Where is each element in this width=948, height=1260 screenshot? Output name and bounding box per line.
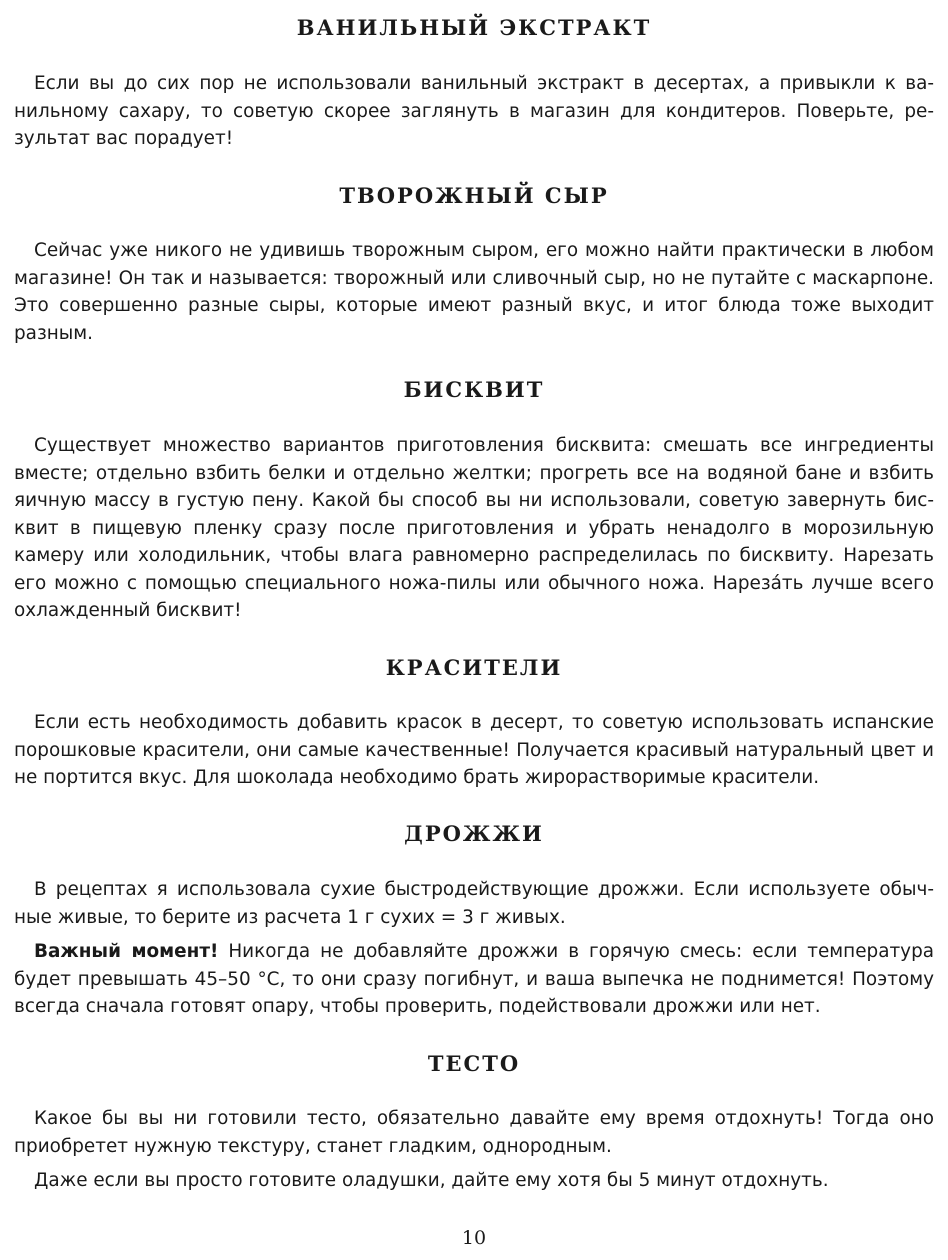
heading-vanilla-extract: ВАНИЛЬНЫЙ ЭКСТРАКТ xyxy=(296,15,652,40)
paragraph-cream-cheese: Сейчас уже никого не удивишь творожным сыром, его можно найти практически в любом магазине! Он так и называется: творожный или сливочный сыр, но не путайте с маскарпоне. Это совершенно разные сыры, которые имеют разный вкус, и итог блюда тоже выходит разным. xyxy=(14,240,934,344)
heading-cream-cheese: ТВОРОЖНЫЙ СЫР xyxy=(339,183,609,208)
paragraph-sponge-cake: Существует множество вариантов приготовления бисквита: смешать все ингредиенты вместе; отдельно взбить белки и отдельно желтки; прогреть все на водяной бане и взбить яичную массу в густую пену. Какой бы способ вы ни использовали, советую завернуть бисквит в пищевую пленку сразу после приготовления и убрать ненадолго в морозильную камеру или холодильник, чтобы влага равномерно распределилась по бисквиту. Нарезать его можно с помощью специального ножа-пилы или обычного ножа. Нарезáть лучше всего охлажденный бисквит! xyxy=(14,435,934,621)
paragraph-dough-1: Какое бы вы ни готовили тесто, обязательно давайте ему время отдохнуть! Тогда оно приобретет нужную текстуру, станет гладким, однородным. xyxy=(14,1108,934,1157)
paragraph-yeast: В рецептах я использовала сухие быстродействующие дрожжи. Если используете обычные живые, то берите из расчета 1 г сухих = 3 г живых. xyxy=(14,879,934,928)
paragraph-dough-2: Даже если вы просто готовите оладушки, дайте ему хотя бы 5 минут отдохнуть. xyxy=(34,1170,829,1191)
paragraph-vanilla-extract: Если вы до сих пор не использовали ванильный экстракт в десертах, а привыкли к ванильному сахару, то советую скорее заглянуть в магазин для кондитеров. Поверьте, результат вас порадует! xyxy=(14,73,934,149)
page-number: 10 xyxy=(461,1227,487,1249)
heading-sponge-cake: БИСКВИТ xyxy=(403,377,545,402)
heading-dough: ТЕСТО xyxy=(427,1051,521,1076)
heading-colorants: КРАСИТЕЛИ xyxy=(385,655,563,680)
important-note-label: Важный момент! xyxy=(34,941,219,962)
paragraph-yeast-note xyxy=(14,938,934,1021)
important-note-text: Никогда не добавляйте дрожжи в горячую смесь: если температура будет превышать 45–50 °С, то они сразу погибнут, и ваша выпечка не поднимется! Поэтому всегда сначала готовят опару, чтобы проверить, подействовали дрожжи или нет. xyxy=(14,941,935,1017)
paragraph-colorants: Если есть необходимость добавить красок в десерт, то советую использовать испанские порошковые красители, они самые качественные! Получается красивый натуральный цвет и не портится вкус. Для шоколада необходимо брать жирорастворимые красители. xyxy=(14,712,934,788)
heading-yeast: ДРОЖЖИ xyxy=(404,821,544,846)
